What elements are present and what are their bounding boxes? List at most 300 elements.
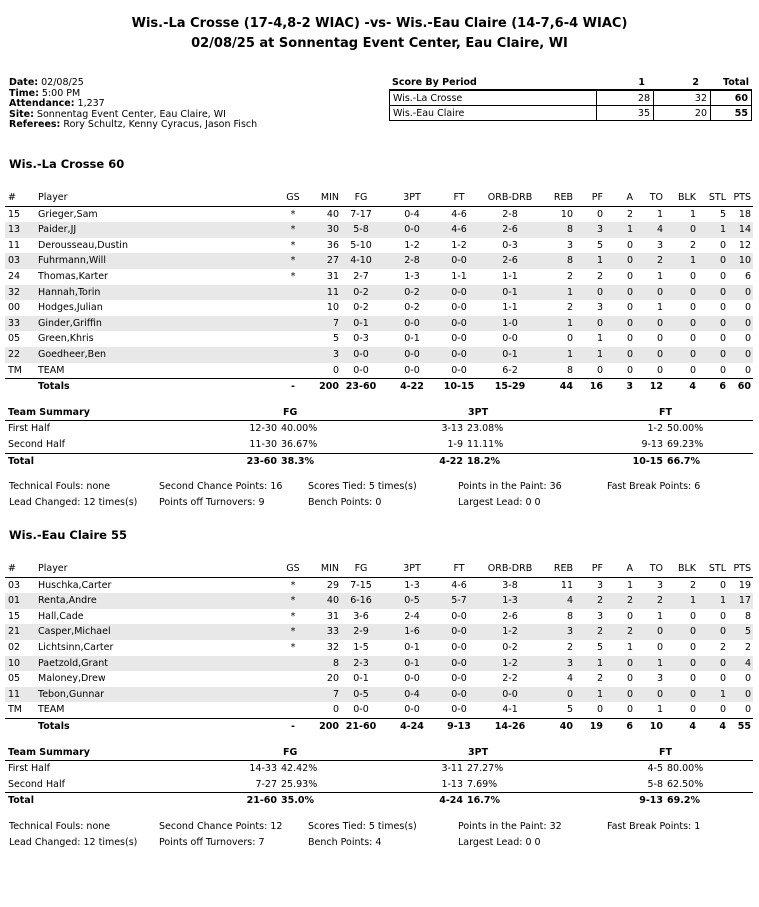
totals-min: 200: [319, 720, 339, 732]
team-summary-label: Team Summary: [8, 746, 90, 758]
player-orbdrb: 0-0: [502, 333, 518, 345]
player-to: 1: [656, 302, 663, 314]
player-row: [5, 687, 753, 703]
totals-to: 12: [649, 381, 663, 393]
player-min: 11: [326, 286, 339, 298]
misc-label: Fast Break Points:: [607, 821, 692, 832]
player-gs: *: [290, 239, 296, 251]
misc-value: none: [86, 481, 111, 493]
summary-total-cell: 21-60: [246, 795, 277, 807]
misc-largest-lead: [458, 495, 541, 511]
player-pts: 0: [744, 302, 751, 314]
player-pf: 2: [596, 595, 603, 607]
period-1-score: 28: [597, 91, 654, 106]
player-blk: 0: [689, 673, 696, 685]
player-min: 31: [326, 610, 339, 622]
totals-min: 200: [319, 381, 339, 393]
box-score-header: [5, 561, 753, 578]
totals-row: [5, 718, 753, 735]
player-pf: 0: [596, 317, 603, 329]
player-orbdrb: 2-6: [502, 610, 518, 622]
player-pts: 0: [744, 348, 751, 360]
player-blk: 1: [689, 208, 696, 220]
player-ft: 0-0: [451, 641, 467, 653]
player-stl: 0: [719, 610, 726, 622]
player-pts: 0: [744, 704, 751, 716]
player-to: 1: [656, 270, 663, 282]
player-min: 36: [326, 239, 339, 251]
player-reb: 8: [566, 610, 573, 622]
column-header-a: A: [626, 563, 633, 574]
player-to: 0: [656, 348, 663, 360]
player-to: 0: [656, 317, 663, 329]
player-to: 1: [656, 610, 663, 622]
player-reb: 1: [566, 317, 573, 329]
player-blk: 0: [689, 688, 696, 700]
player-a: 0: [626, 704, 633, 716]
misc-label: Bench Points:: [308, 497, 373, 509]
box-score-table: [5, 561, 753, 735]
player-ft: 4-6: [451, 208, 467, 220]
column-header-gs: GS: [286, 563, 300, 574]
player-num: 21: [8, 626, 21, 638]
column-header-stl: STL: [708, 563, 726, 574]
player-row: [5, 702, 753, 718]
summary-cell: 11-30: [249, 438, 277, 450]
player-reb: 0: [566, 688, 573, 700]
player-reb: 3: [566, 626, 573, 638]
misc-value: 12 times(s): [83, 837, 138, 848]
player-gs: *: [290, 595, 296, 607]
player-num: 03: [8, 255, 21, 267]
player-pf: 5: [596, 239, 603, 251]
player-gs: *: [290, 579, 296, 591]
misc-label: Scores Tied:: [308, 481, 366, 493]
player-pf: 0: [596, 364, 603, 376]
player-tp: 1-2: [404, 239, 420, 251]
misc-turnovers: [159, 495, 265, 511]
summary-cell: 1-2: [647, 423, 663, 435]
summary-total-row: [5, 792, 753, 809]
misc-label: Scores Tied:: [308, 821, 366, 832]
player-player: TEAM: [38, 704, 65, 716]
player-orbdrb: 1-3: [502, 595, 518, 607]
player-gs: *: [290, 641, 296, 653]
player-pts: 0: [744, 673, 751, 685]
player-orbdrb: 1-0: [502, 317, 518, 329]
player-num: 05: [8, 673, 21, 685]
misc-value: 6: [694, 481, 701, 493]
player-fg: 5-10: [350, 239, 372, 251]
player-ft: 1-1: [451, 270, 467, 282]
score-by-period: [389, 77, 752, 121]
player-ft: 0-0: [451, 333, 467, 345]
player-num: TM: [8, 364, 22, 376]
site-line: Site: Sonnentag Event Center, Eau Claire, WI: [9, 108, 226, 120]
summary-total-cell: Total: [8, 795, 34, 807]
totals-pf: 19: [589, 720, 603, 732]
player-pts: 6: [744, 270, 751, 282]
player-num: 33: [8, 317, 21, 329]
player-num: 24: [8, 270, 21, 282]
column-header-pts: PTS: [733, 563, 751, 574]
totals-stl: 6: [719, 381, 726, 393]
player-tp: 1-3: [404, 579, 420, 591]
summary-row: [5, 421, 753, 437]
player-stl: 1: [719, 595, 726, 607]
player-pf: 1: [596, 657, 603, 669]
player-orbdrb: 2-8: [502, 208, 518, 220]
player-to: 0: [656, 333, 663, 345]
player-ft: 0-0: [451, 610, 467, 622]
summary-cell: 36.67%: [281, 438, 318, 450]
player-a: 1: [626, 579, 633, 591]
player-to: 3: [656, 673, 663, 685]
player-orbdrb: 2-6: [502, 255, 518, 267]
player-stl: 0: [719, 364, 726, 376]
player-stl: 0: [719, 626, 726, 638]
summary-ft-header: FT: [659, 746, 672, 758]
player-tp: 0-2: [404, 302, 420, 314]
misc-value: 9: [258, 497, 265, 509]
summary-total-row: [5, 453, 753, 470]
summary-row: [5, 761, 753, 777]
player-stl: 0: [719, 317, 726, 329]
player-to: 1: [656, 704, 663, 716]
player-pf: 3: [596, 302, 603, 314]
referees-value: Rory Schultz, Kenny Cyracus, Jason Fisch: [63, 119, 258, 130]
player-stl: 0: [719, 302, 726, 314]
player-orbdrb: 0-0: [502, 688, 518, 700]
misc-label: Technical Fouls:: [9, 821, 84, 832]
player-reb: 4: [566, 673, 573, 685]
player-pts: 8: [744, 610, 751, 622]
player-ft: 0-0: [451, 626, 467, 638]
player-a: 0: [626, 302, 633, 314]
player-row: [5, 316, 753, 332]
time-value: 5:00 PM: [41, 87, 81, 99]
summary-total-cell: 35.0%: [281, 795, 314, 807]
player-blk: 0: [689, 364, 696, 376]
player-tp: 0-4: [404, 688, 420, 700]
totals-pf: 16: [589, 381, 603, 393]
player-tp: 0-5: [404, 595, 420, 607]
player-row: [5, 578, 753, 594]
player-orbdrb: 0-2: [502, 641, 518, 653]
player-tp: 0-1: [404, 657, 420, 669]
player-gs: *: [290, 270, 296, 282]
referees-line: Referees: Rory Schultz, Kenny Cyracus, Jason Fisch: [9, 119, 258, 130]
player-fg: 0-1: [353, 317, 369, 329]
misc-value: 1: [694, 821, 701, 832]
player-ft: 0-0: [451, 364, 467, 376]
attendance-value: 1,237: [77, 98, 105, 109]
player-fg: 2-7: [353, 270, 369, 282]
player-a: 0: [626, 348, 633, 360]
player-fg: 0-0: [353, 364, 369, 376]
team-summary-label: Team Summary: [8, 406, 90, 418]
player-num: TM: [8, 704, 22, 716]
player-min: 0: [332, 704, 339, 716]
player-num: 01: [8, 595, 21, 607]
player-a: 1: [626, 224, 633, 236]
player-orbdrb: 1-1: [502, 302, 518, 314]
summary-total-cell: 66.7%: [667, 455, 700, 467]
team-title: Wis.-Eau Claire 55: [9, 528, 127, 542]
misc-label: Points in the Paint:: [458, 821, 547, 832]
player-ft: 0-0: [451, 255, 467, 267]
player-to: 1: [656, 208, 663, 220]
player-fg: 0-2: [353, 286, 369, 298]
player-pts: 12: [738, 239, 751, 251]
summary-total-cell: 23-60: [246, 455, 277, 467]
player-a: 0: [626, 688, 633, 700]
totals-pts: 55: [737, 720, 751, 732]
player-player: Paider,JJ: [38, 224, 77, 236]
summary-total-cell: 9-13: [639, 795, 663, 807]
player-pf: 0: [596, 286, 603, 298]
totals-gs: -: [291, 720, 295, 732]
player-fg: 0-1: [353, 673, 369, 685]
period-1-header: 1: [638, 77, 645, 88]
time-line: Time: 5:00 PM: [9, 87, 81, 99]
team-title: Wis.-La Crosse 60: [9, 157, 125, 171]
player-pf: 5: [596, 641, 603, 653]
misc-value: 5 times(s): [368, 821, 417, 832]
team-name: Wis.-La Crosse: [390, 91, 597, 106]
summary-cell: 7.69%: [467, 778, 498, 790]
player-orbdrb: 2-2: [502, 673, 518, 685]
summary-cell: 3-11: [441, 763, 463, 775]
player-stl: 1: [719, 224, 726, 236]
player-to: 0: [656, 688, 663, 700]
player-orbdrb: 6-2: [502, 364, 518, 376]
player-to: 1: [656, 657, 663, 669]
player-pf: 1: [596, 348, 603, 360]
game-title: Wis.-La Crosse (17-4,8-2 WIAC) -vs- Wis.-Eau Claire (14-7,6-4 WIAC): [131, 16, 628, 31]
player-fg: 1-5: [353, 641, 369, 653]
misc-value: 12: [270, 821, 283, 832]
player-blk: 0: [689, 270, 696, 282]
summary-cell: 1-13: [441, 778, 463, 790]
misc-lead-changed: [9, 495, 137, 511]
totals-player: Totals: [38, 381, 70, 393]
summary-cell: 14-33: [249, 763, 277, 775]
player-reb: 8: [566, 224, 573, 236]
player-fg: 3-6: [353, 610, 369, 622]
player-pf: 3: [596, 610, 603, 622]
player-stl: 0: [719, 286, 726, 298]
player-tp: 0-2: [404, 286, 420, 298]
player-blk: 0: [689, 641, 696, 653]
misc-label: Points in the Paint:: [458, 481, 547, 493]
column-header-orbdrb: ORB-DRB: [487, 192, 533, 203]
player-stl: 0: [719, 579, 726, 591]
player-ft: 0-0: [451, 657, 467, 669]
player-reb: 3: [566, 239, 573, 251]
column-header-reb: REB: [553, 192, 573, 203]
misc-scores-tied: [308, 479, 417, 495]
player-blk: 0: [689, 704, 696, 716]
player-gs: *: [290, 224, 296, 236]
player-fg: 7-15: [350, 579, 372, 591]
player-a: 2: [626, 626, 633, 638]
player-a: 0: [626, 610, 633, 622]
misc-second-chance: [159, 479, 282, 495]
misc-value: none: [86, 821, 111, 832]
summary-total-cell: Total: [8, 455, 34, 467]
misc-fast-break: [607, 479, 700, 495]
summary-cell: First Half: [8, 423, 50, 435]
player-fg: 7-17: [350, 208, 372, 220]
misc-label: Second Chance Points:: [159, 481, 268, 493]
column-header-num: #: [8, 192, 16, 203]
player-to: 0: [656, 626, 663, 638]
player-to: 0: [656, 364, 663, 376]
summary-cell: 1-9: [447, 438, 463, 450]
player-num: 22: [8, 348, 21, 360]
player-min: 32: [326, 641, 339, 653]
player-pf: 2: [596, 673, 603, 685]
box-score-header: [5, 190, 753, 207]
player-pf: 3: [596, 224, 603, 236]
summary-cell: 5-8: [647, 778, 663, 790]
totals-gs: -: [291, 381, 295, 393]
score-by-period-label: Score By Period: [392, 77, 477, 88]
score-by-period-header: [389, 77, 752, 90]
player-tp: 0-1: [404, 333, 420, 345]
player-pts: 17: [738, 595, 751, 607]
player-pf: 0: [596, 208, 603, 220]
summary-cell: 80.00%: [667, 763, 704, 775]
player-num: 32: [8, 286, 21, 298]
player-blk: 0: [689, 626, 696, 638]
player-tp: 0-0: [404, 364, 420, 376]
date-line: Date: 02/08/25: [9, 77, 84, 88]
player-fg: 0-0: [353, 348, 369, 360]
player-reb: 10: [560, 208, 573, 220]
player-row: [5, 253, 753, 269]
total-score: 55: [711, 106, 752, 121]
player-stl: 0: [719, 348, 726, 360]
misc-technical-fouls: [9, 479, 110, 495]
player-fg: 5-8: [353, 224, 369, 236]
period-2-header: 2: [692, 77, 699, 88]
game-subtitle: 02/08/25 at Sonnentag Event Center, Eau Claire, WI: [191, 36, 568, 51]
player-num: 15: [8, 208, 21, 220]
player-row: [5, 363, 753, 379]
period-1-score: 35: [597, 106, 654, 121]
player-fg: 0-3: [353, 333, 369, 345]
player-to: 2: [656, 255, 663, 267]
player-player: Hodges,Julian: [38, 302, 103, 314]
player-fg: 6-16: [350, 595, 372, 607]
column-header-to: TO: [649, 563, 663, 574]
totals-tp: 4-22: [400, 381, 424, 393]
summary-total-cell: 69.2%: [667, 795, 700, 807]
player-orbdrb: 1-1: [502, 270, 518, 282]
player-player: Ginder,Griffin: [38, 317, 102, 329]
player-min: 31: [326, 270, 339, 282]
player-blk: 0: [689, 657, 696, 669]
summary-cell: 11.11%: [467, 438, 504, 450]
column-header-min: MIN: [320, 192, 339, 203]
player-reb: 1: [566, 348, 573, 360]
player-num: 13: [8, 224, 21, 236]
player-num: 02: [8, 641, 21, 653]
column-header-num: #: [8, 563, 16, 574]
player-player: Maloney,Drew: [38, 673, 106, 685]
player-pf: 0: [596, 704, 603, 716]
player-tp: 2-8: [404, 255, 420, 267]
player-ft: 4-6: [451, 579, 467, 591]
misc-technical-fouls: [9, 819, 110, 835]
summary-total-cell: 18.2%: [467, 455, 500, 467]
team-summary: [5, 405, 753, 469]
player-blk: 0: [689, 317, 696, 329]
misc-value: 16: [270, 481, 283, 493]
player-ft: 1-2: [451, 239, 467, 251]
player-reb: 11: [560, 579, 573, 591]
totals-blk: 4: [689, 720, 696, 732]
player-num: 11: [8, 688, 21, 700]
player-player: Derousseau,Dustin: [38, 239, 128, 251]
summary-total-cell: 4-22: [439, 455, 463, 467]
player-row: [5, 671, 753, 687]
player-player: Hall,Cade: [38, 610, 84, 622]
misc-label: Lead Changed:: [9, 837, 81, 848]
player-stl: 1: [719, 688, 726, 700]
total-score: 60: [711, 91, 752, 106]
player-num: 15: [8, 610, 21, 622]
player-row: [5, 347, 753, 363]
totals-ft: 9-13: [447, 720, 471, 732]
player-to: 0: [656, 286, 663, 298]
misc-scores-tied: [308, 819, 417, 835]
player-orbdrb: 0-1: [502, 286, 518, 298]
attendance-line: Attendance: 1,237: [9, 98, 105, 109]
team-summary-header: [5, 405, 753, 422]
misc-value: 0: [375, 497, 382, 509]
player-to: 0: [656, 641, 663, 653]
player-reb: 2: [566, 302, 573, 314]
misc-paint: [458, 479, 562, 495]
player-a: 0: [626, 317, 633, 329]
player-num: 10: [8, 657, 21, 669]
team-misc-stats: [9, 479, 754, 513]
player-ft: 0-0: [451, 317, 467, 329]
player-a: 0: [626, 657, 633, 669]
player-blk: 0: [689, 610, 696, 622]
summary-total-cell: 4-24: [439, 795, 463, 807]
player-row: [5, 285, 753, 301]
team-summary-header: [5, 745, 753, 762]
misc-turnovers: [159, 835, 265, 851]
summary-cell: 42.42%: [281, 763, 318, 775]
column-header-blk: BLK: [677, 192, 696, 203]
summary-cell: 12-30: [249, 423, 277, 435]
misc-label: Largest Lead:: [458, 837, 523, 848]
player-player: Thomas,Karter: [38, 270, 108, 282]
player-reb: 0: [566, 333, 573, 345]
player-tp: 0-0: [404, 673, 420, 685]
score-by-period-table: [389, 90, 752, 121]
player-to: 3: [656, 579, 663, 591]
misc-label: Points off Turnovers:: [159, 837, 256, 848]
player-pts: 10: [738, 255, 751, 267]
column-header-stl: STL: [708, 192, 726, 203]
player-min: 27: [326, 255, 339, 267]
